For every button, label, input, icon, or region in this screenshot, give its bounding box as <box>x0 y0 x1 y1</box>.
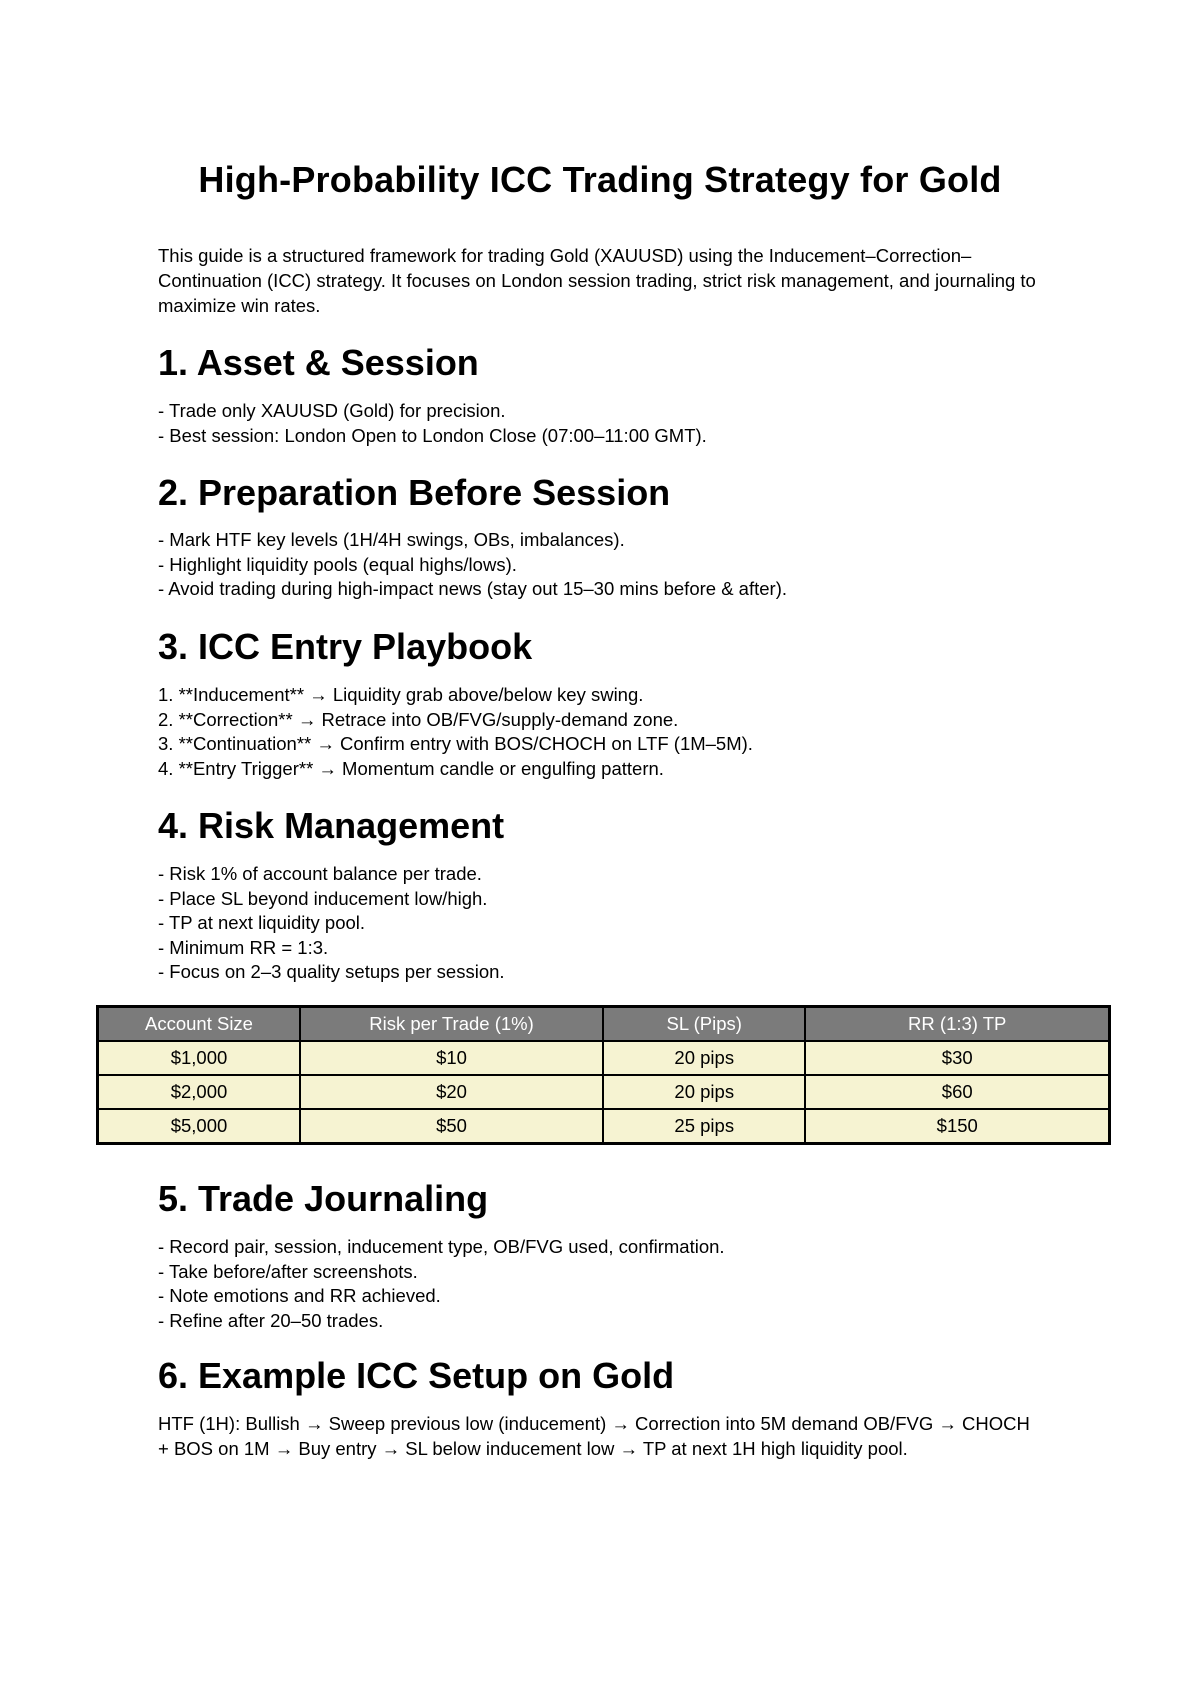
section-heading-example-setup: 6. Example ICC Setup on Gold <box>158 1355 675 1396</box>
table-header-cell: Risk per Trade (1%) <box>300 1007 603 1042</box>
list-item: - Highlight liquidity pools (equal highs/lows). <box>158 553 517 575</box>
asset-session-list <box>158 399 1078 448</box>
table-header-cell: SL (Pips) <box>603 1007 805 1042</box>
list-item: - Risk 1% of account balance per trade. <box>158 863 482 884</box>
risk-table <box>96 1005 1111 1145</box>
table-header-cell: RR (1:3) TP <box>805 1007 1109 1042</box>
table-cell: $10 <box>300 1041 603 1075</box>
section-heading-asset-session: 1. Asset & Session <box>158 342 479 383</box>
section-heading-risk-management: 4. Risk Management <box>158 805 505 846</box>
section-heading-trade-journaling: 5. Trade Journaling <box>158 1178 489 1219</box>
section-heading-preparation: 2. Preparation Before Session <box>158 472 671 513</box>
table-cell: $5,000 <box>98 1109 301 1144</box>
table-row <box>98 1075 1110 1109</box>
preparation-list <box>158 528 1078 602</box>
list-item: 3. **Continuation** → Confirm entry with BOS/CHOCH on LTF (1M–5M). <box>158 733 753 754</box>
intro-paragraph: This guide is a structured framework for trading Gold (XAUUSD) using the Inducement–Correction–Continuation (ICC) strategy. It focuses on London session trading, strict risk management, and journaling to maximize win rates. <box>158 245 1036 316</box>
table-cell: $150 <box>805 1109 1109 1144</box>
table-header-row <box>98 1007 1110 1042</box>
table-row <box>98 1109 1110 1144</box>
table-cell: 25 pips <box>603 1109 805 1144</box>
table-cell: $50 <box>300 1109 603 1144</box>
list-item: 2. **Correction** → Retrace into OB/FVG/supply-demand zone. <box>158 708 679 730</box>
table-cell: 20 pips <box>603 1041 805 1075</box>
table-cell: $1,000 <box>98 1041 301 1075</box>
section-heading-entry-playbook: 3. ICC Entry Playbook <box>158 626 533 667</box>
table-cell: $2,000 <box>98 1075 301 1109</box>
list-item: - Best session: London Open to London Close (07:00–11:00 GMT). <box>158 424 707 446</box>
list-item: 4. **Entry Trigger** → Momentum candle or engulfing pattern. <box>158 757 664 779</box>
list-item: - Focus on 2–3 quality setups per session. <box>158 961 505 982</box>
list-item: - Take before/after screenshots. <box>158 1260 418 1282</box>
table-cell: $20 <box>300 1075 603 1109</box>
risk-management-list <box>158 862 1078 985</box>
list-item: 1. **Inducement** → Liquidity grab above/below key swing. <box>158 684 644 705</box>
table-cell: $30 <box>805 1041 1109 1075</box>
table-row <box>98 1041 1110 1075</box>
document-title: High-Probability ICC Trading Strategy for Gold <box>198 159 1002 200</box>
list-item: - Note emotions and RR achieved. <box>158 1285 441 1306</box>
list-item: - Place SL beyond inducement low/high. <box>158 887 488 909</box>
list-item: - Refine after 20–50 trades. <box>158 1309 384 1331</box>
table-header-cell: Account Size <box>98 1007 301 1042</box>
entry-playbook-list <box>158 683 1078 781</box>
example-setup-text: HTF (1H): Bullish → Sweep previous low (inducement) → Correction into 5M demand OB/FVG → CHOCH + BOS on 1M → Buy entry → SL below inducement low → TP at next 1H high liquidity pool. <box>158 1413 1030 1459</box>
table-cell: $60 <box>805 1075 1109 1109</box>
list-item: - Record pair, session, inducement type, OB/FVG used, confirmation. <box>158 1236 725 1257</box>
list-item: - Trade only XAUUSD (Gold) for precision. <box>158 400 506 421</box>
list-item: - TP at next liquidity pool. <box>158 912 366 933</box>
list-item: - Avoid trading during high-impact news (stay out 15–30 mins before & after). <box>158 578 787 599</box>
table-cell: 20 pips <box>603 1075 805 1109</box>
list-item: - Mark HTF key levels (1H/4H swings, OBs, imbalances). <box>158 529 625 550</box>
trade-journaling-list <box>158 1235 1078 1333</box>
list-item: - Minimum RR = 1:3. <box>158 936 329 958</box>
